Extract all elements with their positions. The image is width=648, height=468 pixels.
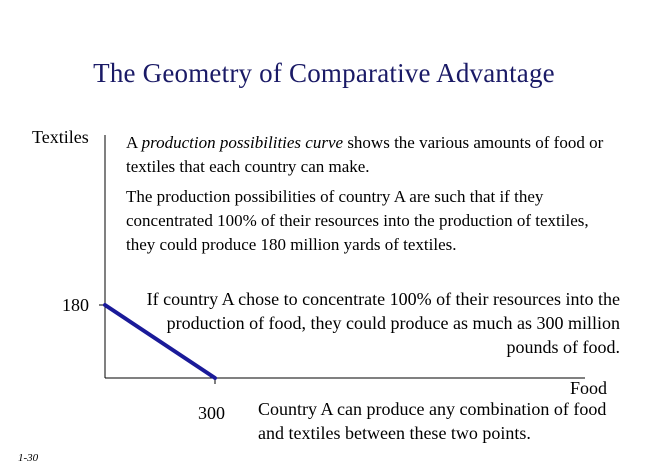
slide-number: 1-30 bbox=[18, 452, 39, 464]
definition-pre: A bbox=[126, 133, 142, 152]
definition-text bbox=[126, 131, 626, 179]
combination-explanation: Country A can produce any combination of food and textiles between these two points. bbox=[258, 399, 607, 443]
textiles-explanation: The production possibilities of country A are such that if they concentrated 100% of their resources into the production of textiles, they could produce 180 million yards of textiles. bbox=[126, 187, 589, 254]
slide-title: The Geometry of Comparative Advantage bbox=[93, 58, 555, 88]
x-axis-label: Food bbox=[570, 378, 608, 398]
definition-italic-term: production possibilities curve bbox=[141, 133, 344, 152]
y-axis-label: Textiles bbox=[32, 127, 89, 147]
definition-post: shows the various amounts of food or textiles that each country can make. bbox=[126, 133, 604, 176]
food-explanation: If country A chose to concentrate 100% of their resources into the production of food, they could produce as much as 300 million pounds of food. bbox=[146, 289, 620, 357]
x-tick-label-300: 300 bbox=[198, 403, 225, 423]
y-tick-label-180: 180 bbox=[62, 295, 89, 315]
